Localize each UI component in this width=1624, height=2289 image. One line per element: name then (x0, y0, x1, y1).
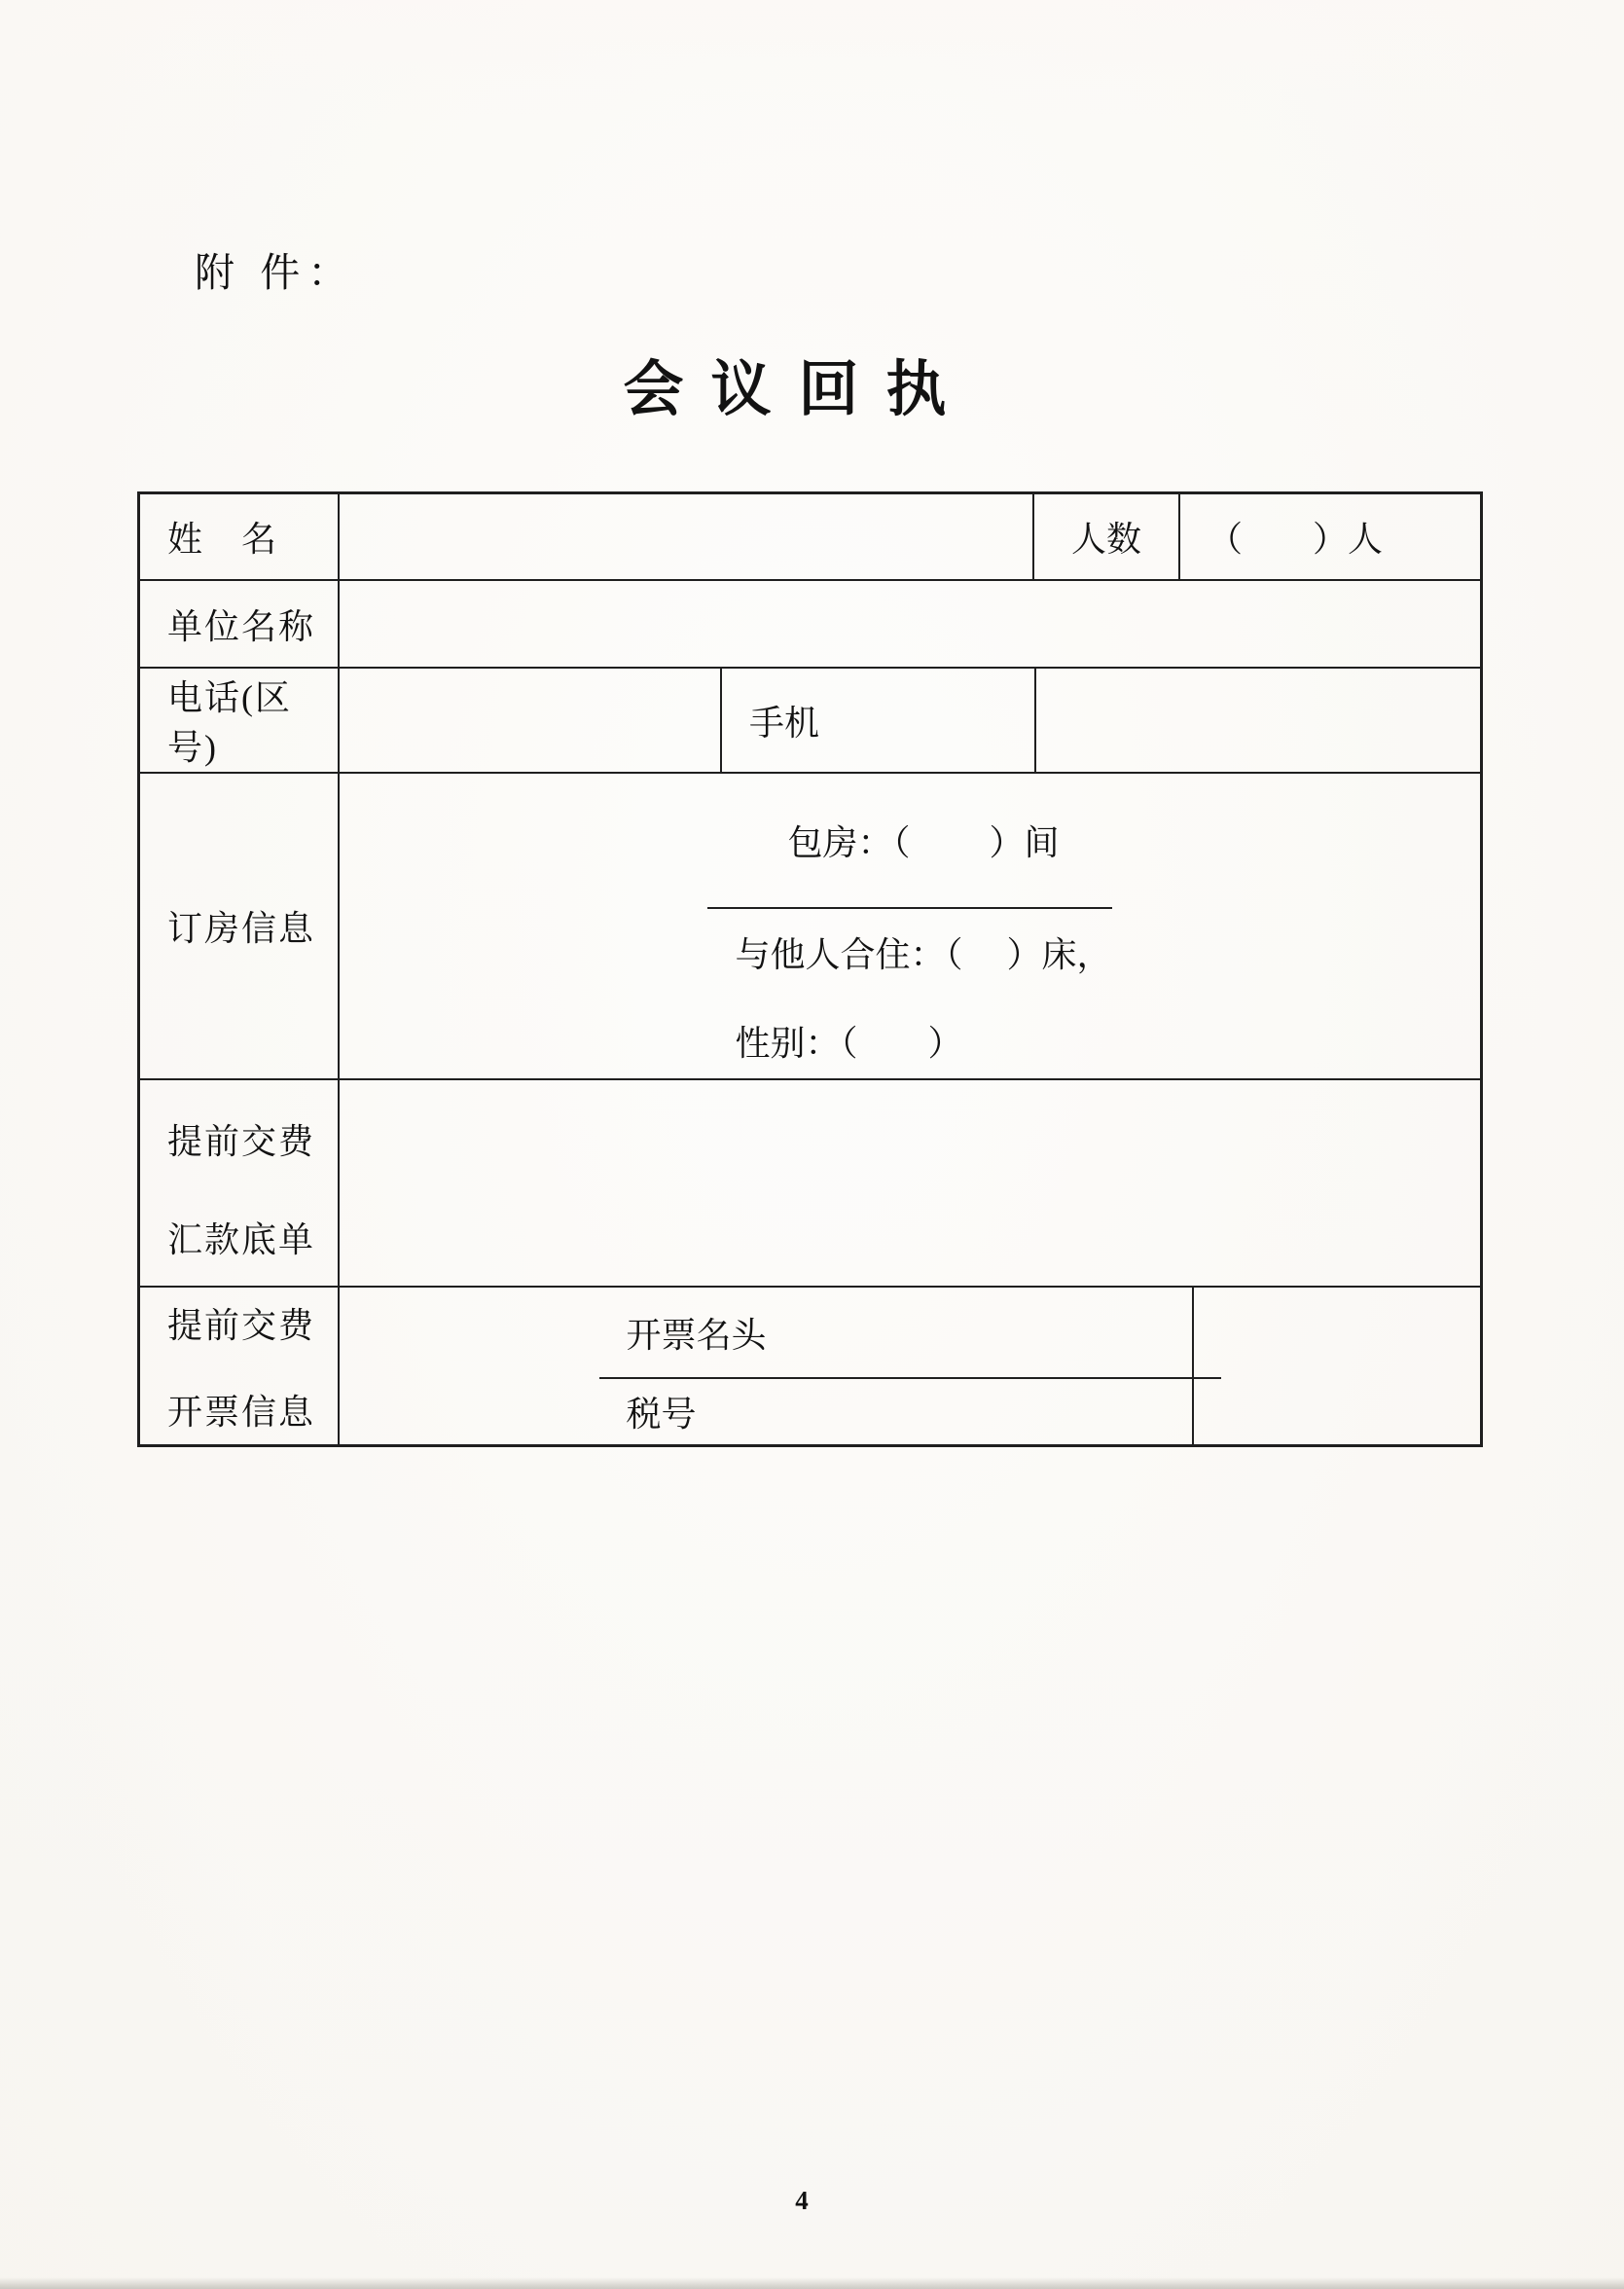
remittance-label-line1: 提前交费 (167, 1121, 316, 1161)
private-room-subrow (760, 774, 1059, 907)
share-bed-line: 与他人合住：（ ）床， (735, 935, 1112, 974)
invoice-title-input-cell (1192, 1288, 1221, 1377)
invoice-title-subrow (599, 1288, 1221, 1377)
table-row-phone (140, 667, 1480, 772)
tax-id-subrow (599, 1377, 1221, 1444)
invoice-label-line1: 提前交费 (167, 1305, 316, 1345)
table-row-invoice (140, 1286, 1480, 1444)
name-input-cell (338, 494, 1032, 579)
invoice-title-label: 开票名头 (626, 1315, 767, 1355)
gender-line: 性别：（ ） (735, 1024, 963, 1063)
scan-artifact-top (0, 0, 1624, 117)
booking-detail-column (338, 774, 1480, 1078)
invoice-label-line2: 开票信息 (167, 1392, 316, 1432)
table-row-remittance (140, 1078, 1480, 1286)
tax-id-input-cell (1192, 1379, 1221, 1444)
shared-room-subrow (707, 907, 1111, 1078)
unit-name-label: 单位名称 (167, 606, 316, 646)
people-count-value-cell: （ ）人 (1178, 494, 1480, 579)
remittance-label-line2: 汇款底单 (167, 1219, 316, 1259)
name-label: 姓 名 (167, 520, 279, 559)
private-room-line: 包房：（ ）间 (787, 823, 1060, 862)
mobile-label: 手机 (720, 669, 1034, 772)
attachment-label: 附 件： (195, 250, 356, 295)
invoice-detail-column (338, 1288, 1480, 1444)
remittance-label (140, 1080, 338, 1286)
table-row-name (140, 494, 1480, 579)
page-title: 会议回执 (623, 357, 974, 423)
mobile-input-cell (1034, 669, 1480, 772)
scan-artifact-bottom-edge (0, 2277, 1624, 2289)
booking-info-label: 订房信息 (167, 909, 316, 948)
unit-name-input-cell (338, 581, 1480, 667)
phone-label: 电话(区号) (167, 678, 292, 767)
tax-id-label: 税号 (626, 1395, 697, 1434)
phone-input-cell (338, 669, 720, 772)
page-number: 4 (795, 2186, 810, 2215)
meeting-reply-form-table (137, 491, 1483, 1447)
table-row-unit (140, 579, 1480, 667)
shared-room-lines (707, 909, 1111, 1078)
invoice-info-label (140, 1288, 338, 1444)
remittance-input-cell (338, 1080, 1480, 1286)
people-count-label: 人数 (1032, 494, 1178, 579)
table-row-booking (140, 772, 1480, 1078)
